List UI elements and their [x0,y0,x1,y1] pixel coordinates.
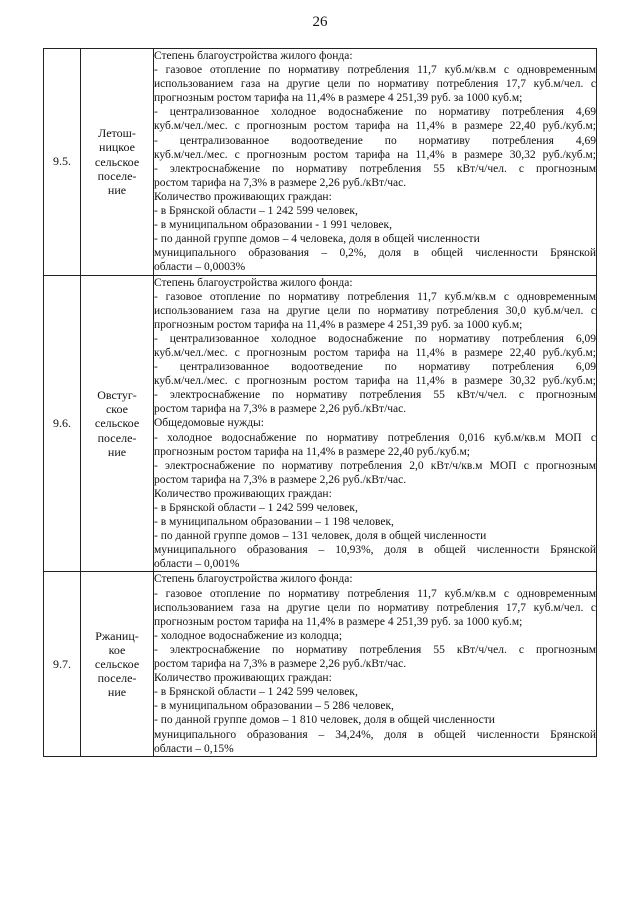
description-line: использованием газа на другие цели по нормативу потребления 17,7 куб.м/чел. с [154,78,596,91]
description-line: - в Брянской области – 1 242 599 человек, [154,205,358,218]
description-line: ростом тарифа на 7,3% в размере 2,26 руб./кВт/час. [154,473,407,486]
description-line: Количество проживающих граждан: [154,487,332,500]
settlement-name-line: Ржаниц- [95,628,139,643]
row-number: 9.7. [44,572,81,756]
description-line: Степень благоустройства жилого фонда: [154,50,353,62]
settlement-description [154,49,597,276]
description-line: - по данной группе домов – 4 человека, доля в общей численности [154,233,480,246]
description-line: прогнозным ростом тарифа на 11,4% в размере 4 251,39 руб. за 1000 куб.м; [154,615,523,628]
description-line: - централизованное водоотведение по нормативу потребления 6,09 [154,361,596,374]
row-number: 9.5. [44,49,81,276]
description-line: области – 0,15% [154,742,234,755]
description-line: куб.м/чел./мес. с прогнозным ростом тарифа на 11,4% в размере 22,40 руб./куб.м; [154,120,596,133]
description-line: муниципального образования – 34,24%, доля в общей численности Брянской [154,728,596,741]
description-line: - по данной группе домов – 1 810 человек, доля в общей численности [154,714,495,727]
settlement-name-line: ние [107,183,127,198]
settlement-name-line: сельское [94,656,140,671]
description-line: муниципального образования – 10,93%, доля в общей численности Брянской [154,544,596,557]
settlement-name-line: Овстуг- [97,387,137,402]
description-line: области – 0,001% [154,558,240,571]
description-line: Количество проживающих граждан: [154,672,332,685]
description-line: области – 0,0003% [154,261,246,274]
table-row [44,49,597,276]
description-line: - холодное водоснабжение по нормативу потребления 0,016 куб.м/кв.м МОП с [154,431,596,444]
table-row [44,572,597,756]
description-line: - газовое отопление по нормативу потребления 11,7 куб.м/кв.м с одновременным [154,587,596,600]
settlement-name [81,572,154,756]
page-number: 26 [312,14,328,30]
table-row [44,275,597,572]
settlement-table [43,48,597,757]
description-line: Степень благоустройства жилого фонда: [154,573,353,586]
settlement-description [154,572,597,756]
description-line: - электроснабжение по нормативу потребления 55 кВт/ч/чел. с прогнозным [154,643,596,656]
description-line: муниципального образования – 0,2%, доля в общей численности Брянской [154,247,596,260]
description-line: куб.м/чел./мес. с прогнозным ростом тарифа на 11,4% в размере 30,32 руб./куб.м; [154,148,596,161]
description-line: - централизованное водоотведение по нормативу потребления 4,69 [154,134,596,147]
description-line: - холодное водоснабжение из колодца; [154,629,343,642]
description-line: прогнозным ростом тарифа на 11,4% в размере 22,40 руб./куб.м; [154,445,470,458]
description-line: использованием газа на другие цели по нормативу потребления 30,0 куб.м/чел. с [154,304,596,317]
settlement-name-line: ское [105,402,129,417]
settlement-name-line: ницкое [99,140,135,155]
description-line: - в муниципальном образовании – 1 198 человек, [154,516,394,529]
description-line: - в муниципальном образовании - 1 991 человек, [154,219,392,232]
description-line: куб.м/чел./мес. с прогнозным ростом тарифа на 11,4% в размере 30,32 руб./куб.м; [154,375,596,388]
description-line: использованием газа на другие цели по нормативу потребления 17,7 куб.м/чел. с [154,601,596,614]
description-line: - централизованное холодное водоснабжение по нормативу потребления 4,69 [154,106,596,119]
description-line: ростом тарифа на 7,3% в размере 2,26 руб./кВт/час. [154,176,407,189]
description-line: - в муниципальном образовании – 5 286 человек, [154,700,394,713]
description-line: Общедомовые нужды: [154,417,264,430]
description-line: прогнозным ростом тарифа на 11,4% в размере 4 251,39 руб. за 1000 куб.м; [154,92,523,105]
description-line: - электроснабжение по нормативу потребления 55 кВт/ч/чел. с прогнозным [154,389,596,402]
description-line: - газовое отопление по нормативу потребления 11,7 куб.м/кв.м с одновременным [154,290,596,303]
description-line: Количество проживающих граждан: [154,190,332,203]
description-line: - в Брянской области – 1 242 599 человек, [154,686,358,699]
settlement-name-line: ние [107,685,127,700]
settlement-name-line: поселе- [97,671,137,686]
settlement-name-line: Летош- [98,126,136,141]
settlement-name [81,49,154,276]
settlement-name-line: сельское [94,416,140,431]
description-line: - электроснабжение по нормативу потребления 2,0 кВт/ч/кв.м МОП с прогнозным [154,459,596,472]
settlement-name-line: кое [108,642,126,657]
description-line: куб.м/чел./мес. с прогнозным ростом тарифа на 11,4% в размере 22,40 руб./куб.м; [154,346,596,359]
description-line: - централизованное холодное водоснабжение по нормативу потребления 6,09 [154,332,596,345]
settlement-name-line: ние [107,444,127,459]
description-line: ростом тарифа на 7,3% в размере 2,26 руб./кВт/час. [154,658,407,671]
settlement-name-line: сельское [94,154,140,169]
description-line: прогнозным ростом тарифа на 11,4% в размере 4 251,39 руб. за 1000 куб.м; [154,318,523,331]
description-line: Степень благоустройства жилого фонда: [154,276,353,289]
row-number: 9.6. [44,275,81,572]
description-line: - электроснабжение по нормативу потребления 55 кВт/ч/чел. с прогнозным [154,162,596,175]
settlement-name-line: поселе- [97,430,137,445]
settlement-name-line: поселе- [97,168,137,183]
description-line: - в Брянской области – 1 242 599 человек, [154,502,358,514]
settlement-description [154,275,597,572]
description-line: - по данной группе домов – 131 человек, доля в общей численности [154,530,487,543]
settlement-name [81,275,154,572]
description-line: ростом тарифа на 7,3% в размере 2,26 руб./кВт/час. [154,403,407,416]
description-line: - газовое отопление по нормативу потребления 11,7 куб.м/кв.м с одновременным [154,64,596,77]
